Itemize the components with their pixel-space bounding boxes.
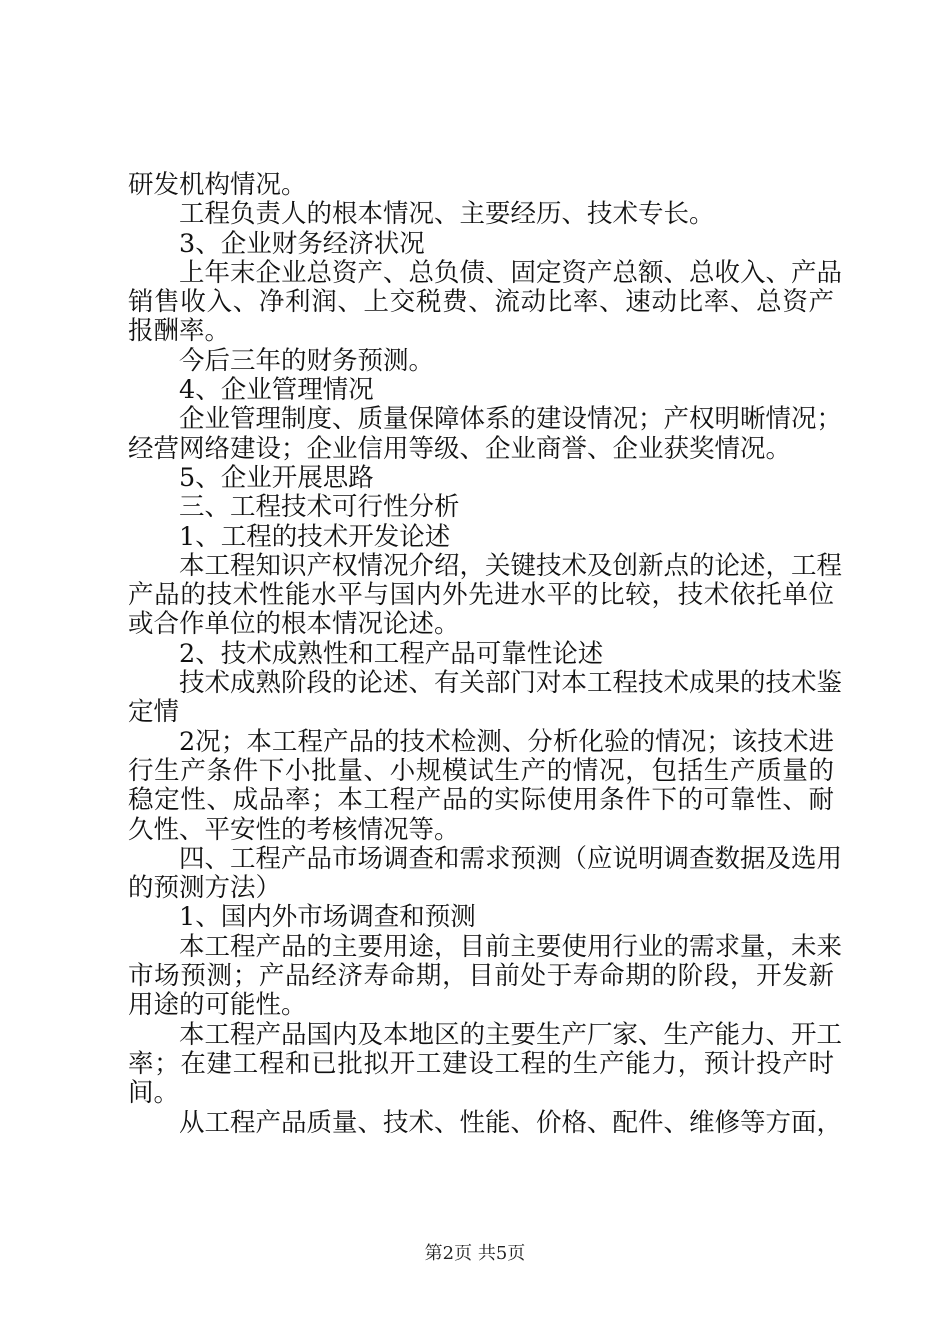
section-heading: 4、企业管理情况 xyxy=(179,375,374,406)
text-line: 或合作单位的根本情况论述。 xyxy=(128,609,460,640)
section-heading: 1、工程的技术开发论述 xyxy=(179,521,451,552)
text-line: 今后三年的财务预测。 xyxy=(179,345,435,376)
text-line: 2况；本工程产品的技术检测、分析化验的情况；该技术进 xyxy=(179,726,834,757)
text-line: 报酬率。 xyxy=(128,316,231,347)
document-body xyxy=(128,170,843,1138)
section-heading: 2、技术成熟性和工程产品可靠性论述 xyxy=(179,638,604,669)
text-line: 间。 xyxy=(128,1078,180,1109)
text-line: 的预测方法） xyxy=(128,873,282,904)
page-number-footer: 第2页 共5页 xyxy=(424,1243,526,1264)
text-line: 本工程知识产权情况介绍，关键技术及创新点的论述，工程 xyxy=(179,550,843,581)
text-line: 企业管理制度、质量保障体系的建设情况；产权明晰情况； xyxy=(179,404,843,435)
section-heading: 1、国内外市场调查和预测 xyxy=(179,902,476,933)
chapter-heading: 四、工程产品市场调查和需求预测（应说明调查数据及选用 xyxy=(179,843,843,874)
text-line: 用途的可能性。 xyxy=(128,990,307,1021)
text-line: 久性、平安性的考核情况等。 xyxy=(128,814,460,845)
text-line: 产品的技术性能水平与国内外先进水平的比较，技术依托单位 xyxy=(128,580,834,611)
text-line: 上年末企业总资产、总负债、固定资产总额、总收入、产品 xyxy=(179,257,843,288)
text-line: 技术成熟阶段的论述、有关部门对本工程技术成果的技术鉴 xyxy=(179,668,843,699)
text-line: 稳定性、成品率；本工程产品的实际使用条件下的可靠性、耐 xyxy=(128,785,834,816)
text-line: 定情 xyxy=(128,697,180,728)
section-heading: 5、企业开展思路 xyxy=(179,462,374,493)
text-line: 行生产条件下小批量、小规模试生产的情况，包括生产质量的 xyxy=(128,755,834,786)
text-line: 率；在建工程和已批拟开工建设工程的生产能力，预计投产时 xyxy=(128,1048,834,1079)
chapter-heading: 三、工程技术可行性分析 xyxy=(179,492,460,523)
text-line: 本工程产品国内及本地区的主要生产厂家、生产能力、开工 xyxy=(179,1019,843,1050)
section-heading: 3、企业财务经济状况 xyxy=(179,228,425,259)
text-line: 工程负责人的根本情况、主要经历、技术专长。 xyxy=(179,199,715,230)
text-line: 本工程产品的主要用途，目前主要使用行业的需求量，未来 xyxy=(179,931,843,962)
text-line: 市场预测；产品经济寿命期，目前处于寿命期的阶段，开发新 xyxy=(128,961,834,992)
text-line: 研发机构情况。 xyxy=(128,170,307,200)
text-line: 销售收入、净利润、上交税费、流动比率、速动比率、总资产 xyxy=(128,287,834,318)
text-line: 经营网络建设；企业信用等级、企业商誉、企业获奖情况。 xyxy=(128,433,792,464)
text-line: 从工程产品质量、技术、性能、价格、配件、维修等方面， xyxy=(179,1107,843,1138)
